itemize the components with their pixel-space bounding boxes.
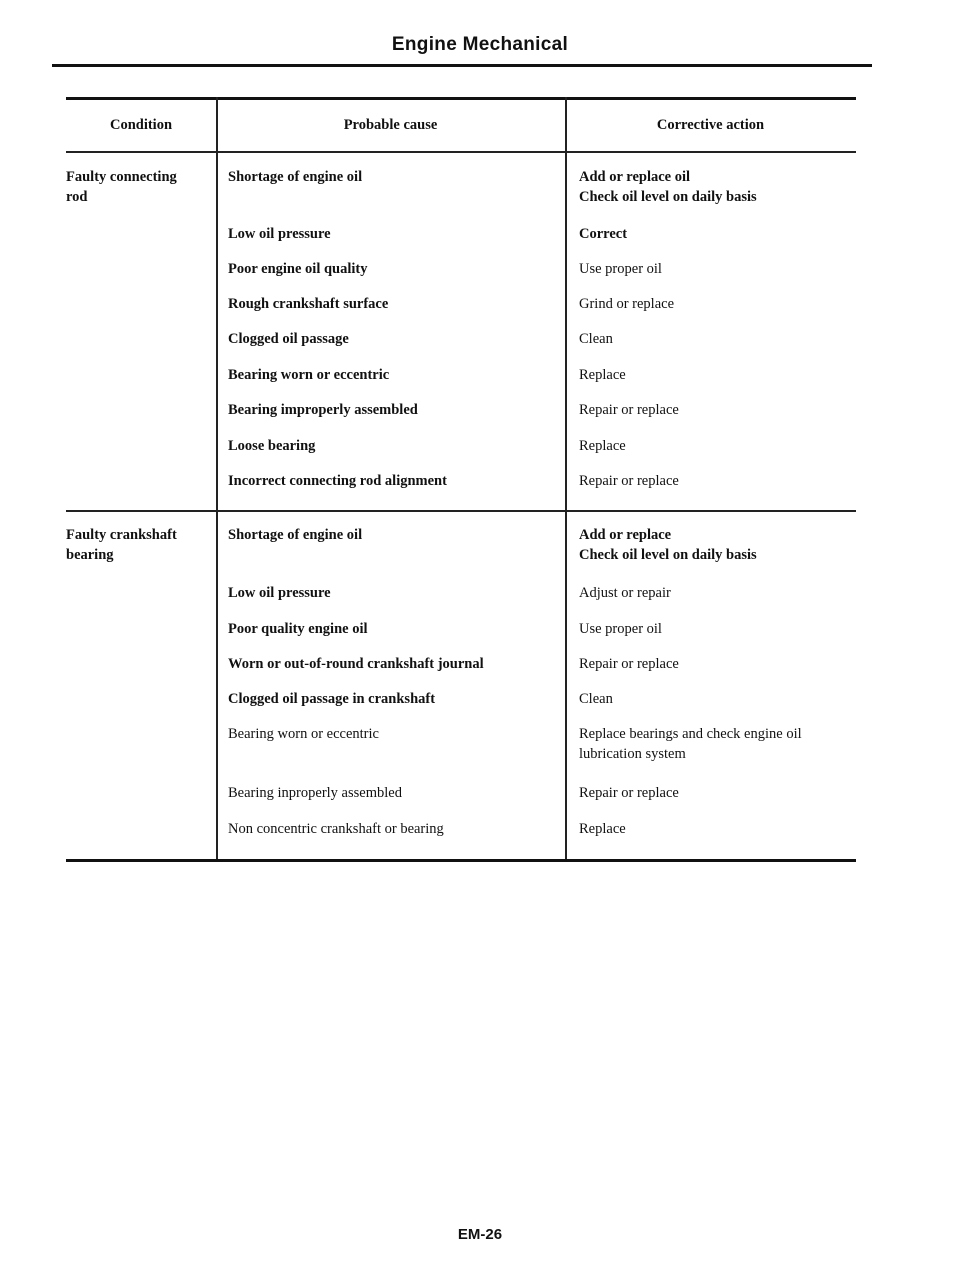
condition-cell [66,167,211,207]
cause-cell: Bearing inproperly assembled [228,785,402,801]
condition-cell [66,525,211,565]
action-cell [579,525,851,565]
page-number: EM-26 [457,1226,503,1243]
cause-cell: Bearing worn or eccentric [228,367,390,383]
action-line: Check oil level on daily basis [579,547,757,563]
action-cell [579,724,851,764]
cause-cell: Poor quality engine oil [228,621,368,637]
page-title: Engine Mechanical [391,34,569,55]
action-line: Replace bearings and check engine oil [579,726,802,742]
column-header-probable-cause: Probable cause [343,117,438,133]
action-cell: Replace [579,821,626,837]
group-divider [66,510,856,512]
cause-cell: Poor engine oil quality [228,261,368,277]
cause-cell: Low oil pressure [228,226,331,242]
action-line: Add or replace oil [579,169,691,185]
cause-cell: Clogged oil passage in crankshaft [228,691,436,707]
header-rule [52,64,872,67]
column-header-corrective-action: Corrective action [656,117,765,133]
cause-cell: Non concentric crankshaft or bearing [228,821,444,837]
table-top-rule [66,97,856,100]
action-cell: Repair or replace [579,473,679,489]
action-cell: Repair or replace [579,785,679,801]
action-cell [579,167,851,207]
cause-cell: Bearing improperly assembled [228,402,418,418]
cause-cell: Rough crankshaft surface [228,296,389,312]
action-cell: Adjust or repair [579,585,671,601]
action-line: Check oil level on daily basis [579,189,757,205]
cause-cell: Incorrect connecting rod alignment [228,473,447,489]
cause-cell: Worn or out-of-round crankshaft journal [228,656,484,672]
table-bottom-rule [66,859,856,862]
header-divider [66,151,856,153]
action-line: Add or replace [579,527,672,543]
cause-cell: Clogged oil passage [228,331,349,347]
action-cell: Clean [579,691,613,707]
condition-line: Faulty crankshaft [66,527,177,543]
action-cell: Replace [579,367,626,383]
cause-cell: Bearing worn or eccentric [228,726,379,742]
condition-line: bearing [66,547,114,563]
column-divider-2 [565,97,567,859]
action-cell: Repair or replace [579,402,679,418]
action-cell: Grind or replace [579,296,675,312]
action-cell: Use proper oil [579,261,662,277]
column-header-condition: Condition [109,117,173,133]
action-line: lubrication system [579,746,686,762]
cause-cell: Loose bearing [228,438,316,454]
cause-cell: Shortage of engine oil [228,527,363,543]
cause-cell: Low oil pressure [228,585,331,601]
action-cell: Use proper oil [579,621,662,637]
cause-cell: Shortage of engine oil [228,169,363,185]
action-cell: Correct [579,226,628,242]
action-cell: Replace [579,438,626,454]
action-cell: Clean [579,331,613,347]
condition-line: rod [66,189,88,205]
action-cell: Repair or replace [579,656,679,672]
column-divider-1 [216,97,218,859]
condition-line: Faulty connecting [66,169,177,185]
